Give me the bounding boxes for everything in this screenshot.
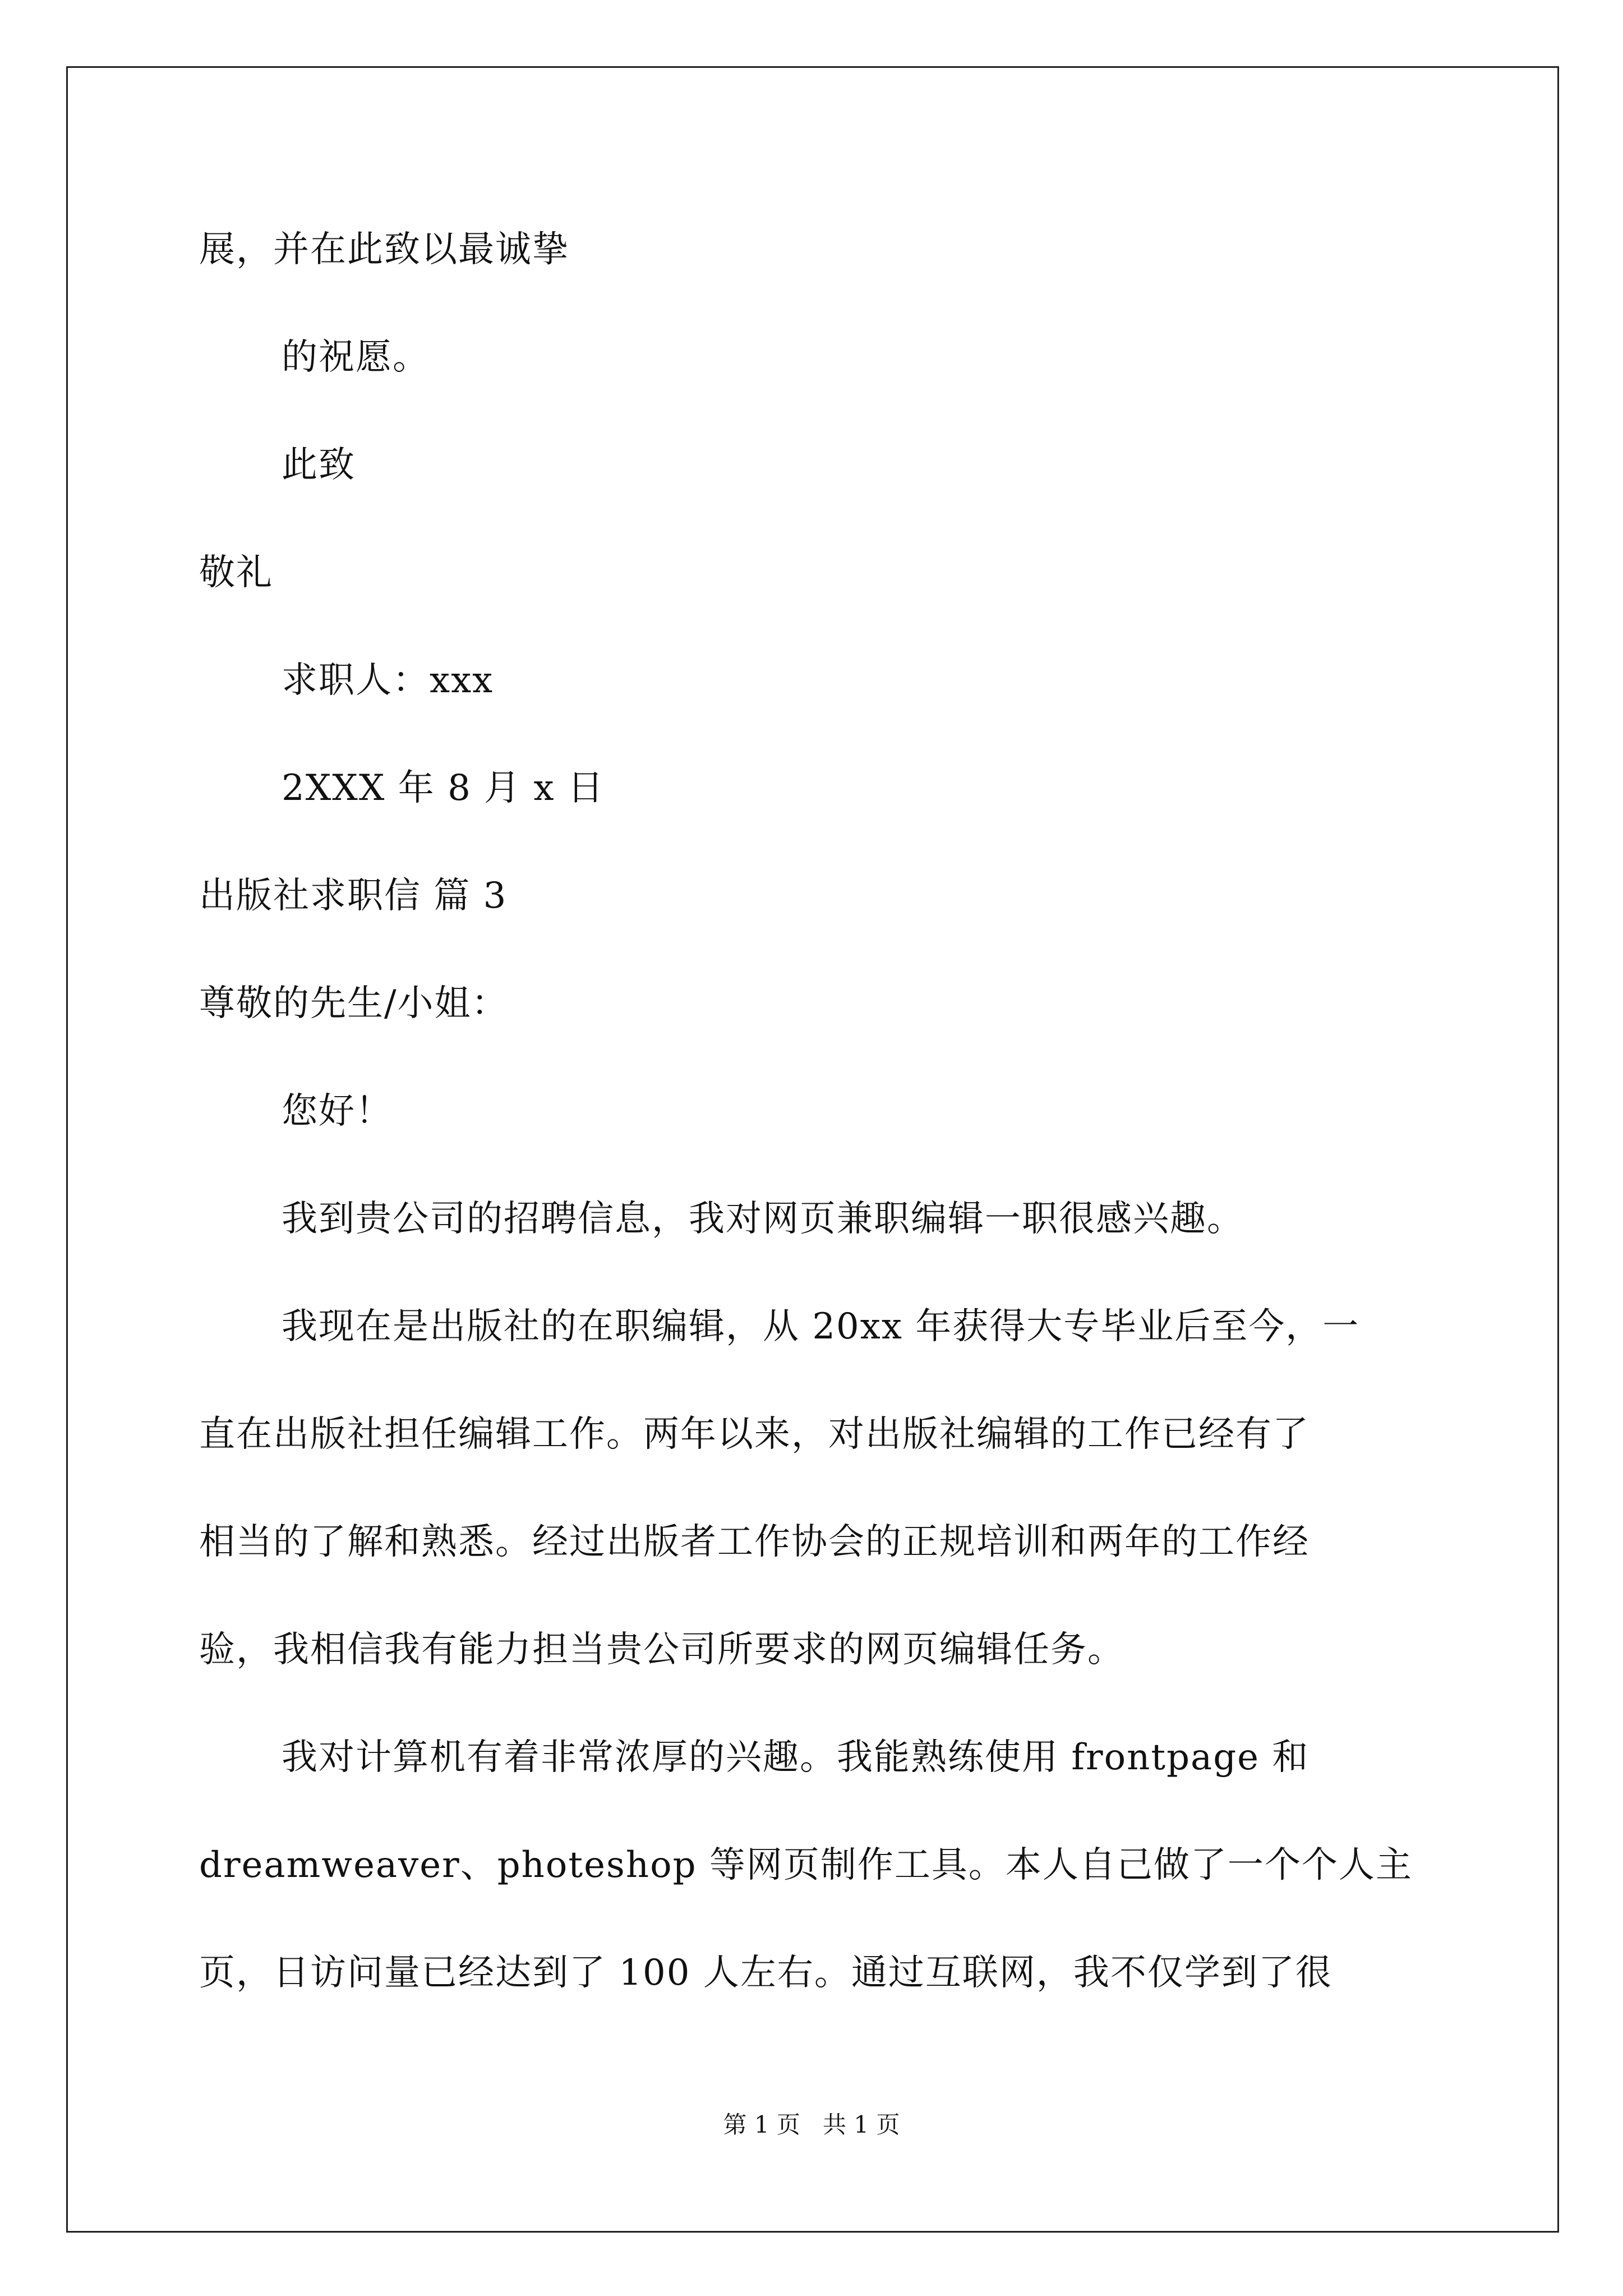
text-line-3: 此致 xyxy=(282,444,356,486)
text-line-12: 直在出版社担任编辑工作。两年以来，对出版社编辑的工作已经有了 xyxy=(199,1414,1310,1455)
text-line-4: 敬礼 xyxy=(199,552,273,593)
text-line-11: 我现在是出版社的在职编辑，从 20xx 年获得大专毕业后至今，一 xyxy=(282,1306,1360,1347)
text-line-16: dreamweaver、photeshop 等网页制作工具。本人自己做了一个个人主 xyxy=(199,1844,1413,1886)
page-footer: 第 1 页 共 1 页 xyxy=(723,2111,900,2138)
salutation: 尊敬的先生/小姐： xyxy=(199,983,509,1024)
greeting: 您好！ xyxy=(282,1091,393,1132)
text-line-17: 页，日访问量已经达到了 100 人左右。通过互联网，我不仅学到了很 xyxy=(199,1952,1332,1994)
text-line-1: 展，并在此致以最诚挚 xyxy=(199,229,569,270)
text-line-13: 相当的了解和熟悉。经过出版者工作协会的正规培训和两年的工作经 xyxy=(199,1521,1310,1563)
page-border xyxy=(66,66,1559,2233)
text-line-6: 2XXX 年 8 月 x 日 xyxy=(282,767,605,809)
text-line-14: 验，我相信我有能力担当贵公司所要求的网页编辑任务。 xyxy=(199,1629,1124,1671)
text-line-2: 的祝愿。 xyxy=(282,337,430,378)
text-line-5: 求职人：xxx xyxy=(282,660,494,701)
text-line-10: 我到贵公司的招聘信息，我对网页兼职编辑一职很感兴趣。 xyxy=(282,1198,1244,1240)
section-heading: 出版社求职信 篇 3 xyxy=(199,875,508,917)
text-line-15: 我对计算机有着非常浓厚的兴趣。我能熟练使用 frontpage 和 xyxy=(282,1737,1310,1778)
